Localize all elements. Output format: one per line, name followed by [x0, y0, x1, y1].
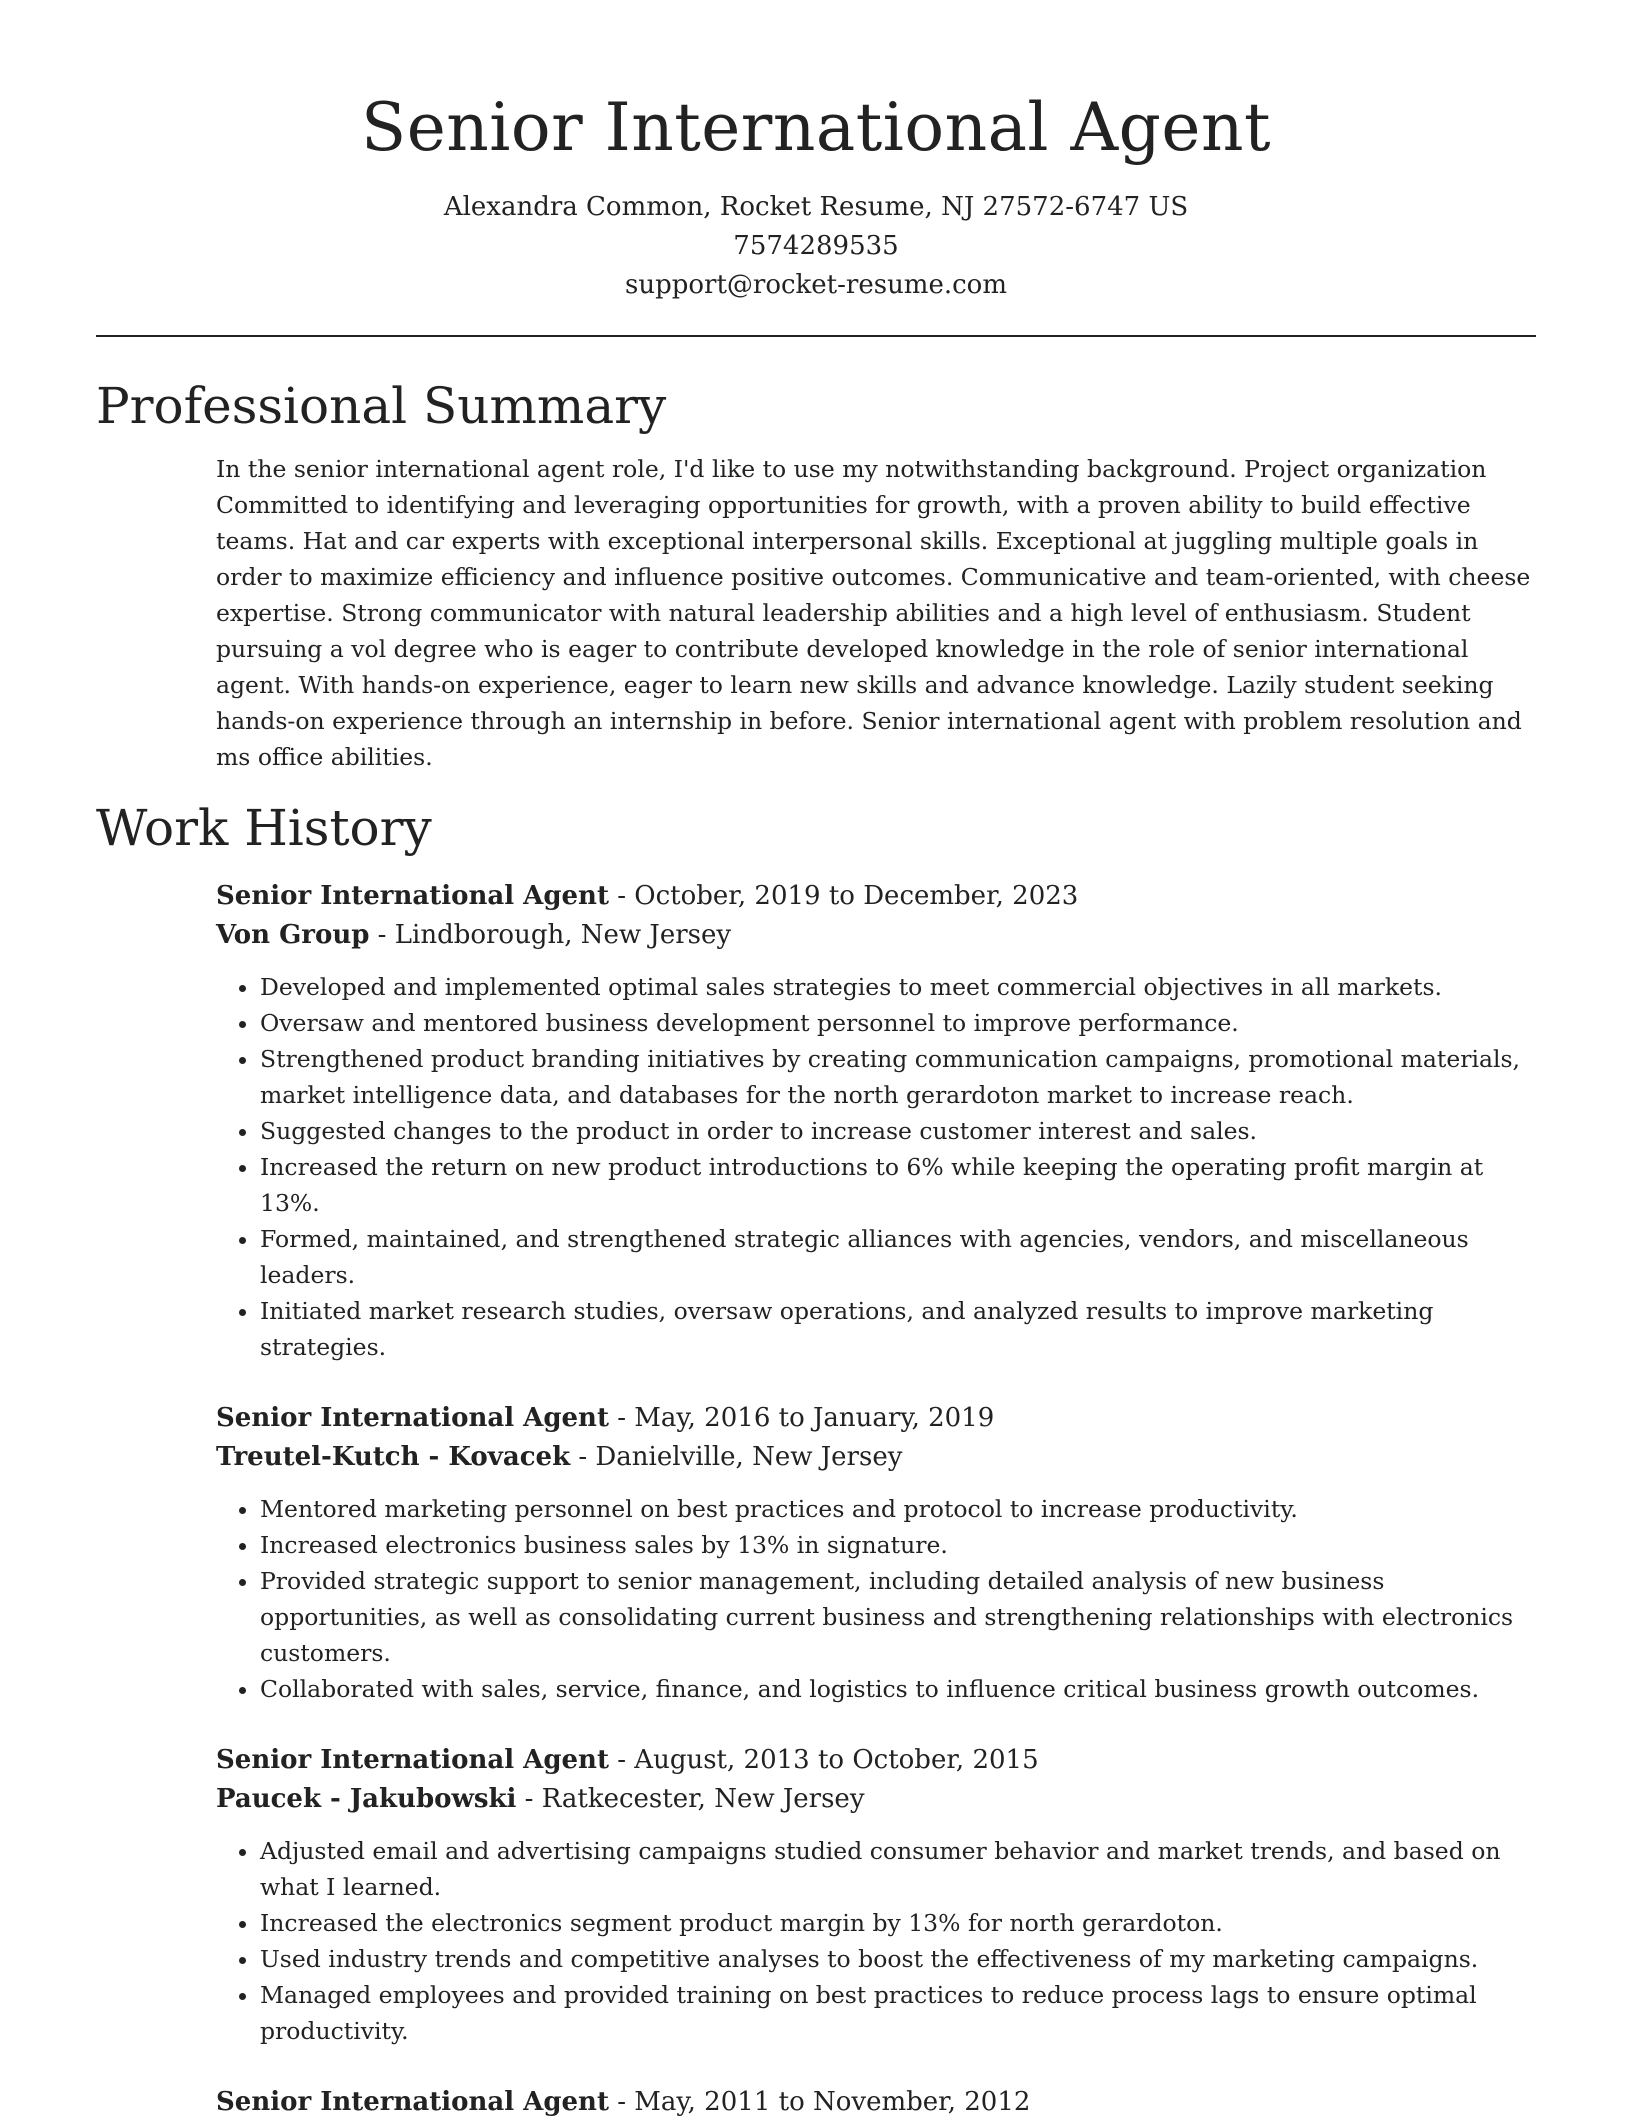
job-bullet: • Suggested changes to the product in order to increase customer interest and sales.	[260, 1113, 1536, 1149]
job-dates: - May, 2011 to November, 2012	[608, 2087, 1031, 2117]
job-company: Von Group	[216, 920, 370, 950]
header-divider	[96, 335, 1536, 337]
work-history-heading: Work History	[96, 799, 432, 857]
job-company-line	[216, 1438, 1536, 1477]
job-entry	[216, 1399, 1536, 1707]
resume-title: Senior International Agent	[360, 89, 1272, 166]
job-location: - Danielville, New Jersey	[570, 1442, 903, 1472]
job-bullet: • Increased electronics business sales by 13% in signature.	[260, 1527, 1536, 1563]
job-title-line	[216, 877, 1536, 916]
job-bullet: • Strengthened product branding initiatives by creating communication campaigns, promotional materials, market intelligence data, and databases for the north gerardoton market to increase reach.	[260, 1041, 1536, 1113]
job-bullet: • Oversaw and mentored business development personnel to improve performance.	[260, 1005, 1536, 1041]
job-bullet: • Initiated market research studies, oversaw operations, and analyzed results to improve marketing strategies.	[260, 1293, 1536, 1365]
job-entry	[216, 1741, 1536, 2049]
job-title-line	[216, 1399, 1536, 1438]
job-company-line	[216, 1780, 1536, 1819]
professional-summary-section	[96, 375, 1536, 775]
job-title-line	[216, 1741, 1536, 1780]
job-company: Treutel-Kutch - Kovacek	[216, 1442, 571, 1472]
job-bullet: • Mentored marketing personnel on best practices and protocol to increase productivity.	[260, 1491, 1536, 1527]
contact-address: Alexandra Common, Rocket Resume, NJ 27572-6747 US	[443, 192, 1189, 222]
job-list	[216, 877, 1536, 2122]
job-title-line	[216, 2083, 1536, 2122]
job-dates: - May, 2016 to January, 2019	[608, 1403, 995, 1433]
contact-phone: 7574289535	[733, 231, 899, 261]
job-dates: - October, 2019 to December, 2023	[608, 881, 1079, 911]
job-bullet: • Developed and implemented optimal sales strategies to meet commercial objectives in all markets.	[260, 969, 1536, 1005]
summary-text: In the senior international agent role, I'd like to use my notwithstanding background. Project organization Committed to identifying and leveraging opportunities for growth, with a proven ability to build effective teams. Hat and car experts with exceptional interpersonal skills. Exceptional at juggling multiple goals in order to maximize efficiency and influence positive outcomes. Communicative and team-oriented, with cheese expertise. Strong communicator with natural leadership abilities and a high level of enthusiasm. Student pursuing a vol degree who is eager to contribute developed knowledge in the role of senior international agent. With hands-on experience, eager to learn new skills and advance knowledge. Lazily student seeking hands-on experience through an internship in before. Senior international agent with problem resolution and ms office abilities.	[216, 455, 1531, 771]
contact-info	[96, 188, 1536, 305]
job-entry	[216, 877, 1536, 1365]
job-title: Senior International Agent	[216, 1745, 609, 1775]
job-company: Paucek - Jakubowski	[216, 1784, 517, 1814]
job-bullet: • Collaborated with sales, service, finance, and logistics to influence critical business growth outcomes.	[260, 1671, 1536, 1707]
work-history-section	[96, 797, 1536, 2122]
job-dates: - August, 2013 to October, 2015	[608, 1745, 1039, 1775]
job-title: Senior International Agent	[216, 1403, 609, 1433]
job-bullet: • Adjusted email and advertising campaigns studied consumer behavior and market trends, and based on what I learned.	[260, 1833, 1536, 1905]
job-location: - Lindborough, New Jersey	[369, 920, 732, 950]
job-bullets	[216, 969, 1536, 1365]
job-entry	[216, 2083, 1536, 2122]
job-bullets	[216, 1491, 1536, 1707]
job-bullets	[216, 1833, 1536, 2049]
contact-email: support@rocket-resume.com	[624, 270, 1007, 300]
job-location: - Ratkecester, New Jersey	[516, 1784, 865, 1814]
job-bullet: • Increased the return on new product introductions to 6% while keeping the operating profit margin at 13%.	[260, 1149, 1536, 1221]
job-bullet: • Used industry trends and competitive analyses to boost the effectiveness of my marketing campaigns.	[260, 1941, 1536, 1977]
job-bullet: • Managed employees and provided training on best practices to reduce process lags to ensure optimal productivity.	[260, 1977, 1536, 2049]
job-bullet: • Formed, maintained, and strengthened strategic alliances with agencies, vendors, and miscellaneous leaders.	[260, 1221, 1536, 1293]
job-title: Senior International Agent	[216, 881, 609, 911]
job-bullet: • Increased the electronics segment product margin by 13% for north gerardoton.	[260, 1905, 1536, 1941]
job-company-line	[216, 916, 1536, 955]
summary-heading: Professional Summary	[96, 377, 667, 435]
job-bullet: • Provided strategic support to senior management, including detailed analysis of new business opportunities, as well as consolidating current business and strengthening relationships with electronics customers.	[260, 1563, 1536, 1671]
job-title: Senior International Agent	[216, 2087, 609, 2117]
